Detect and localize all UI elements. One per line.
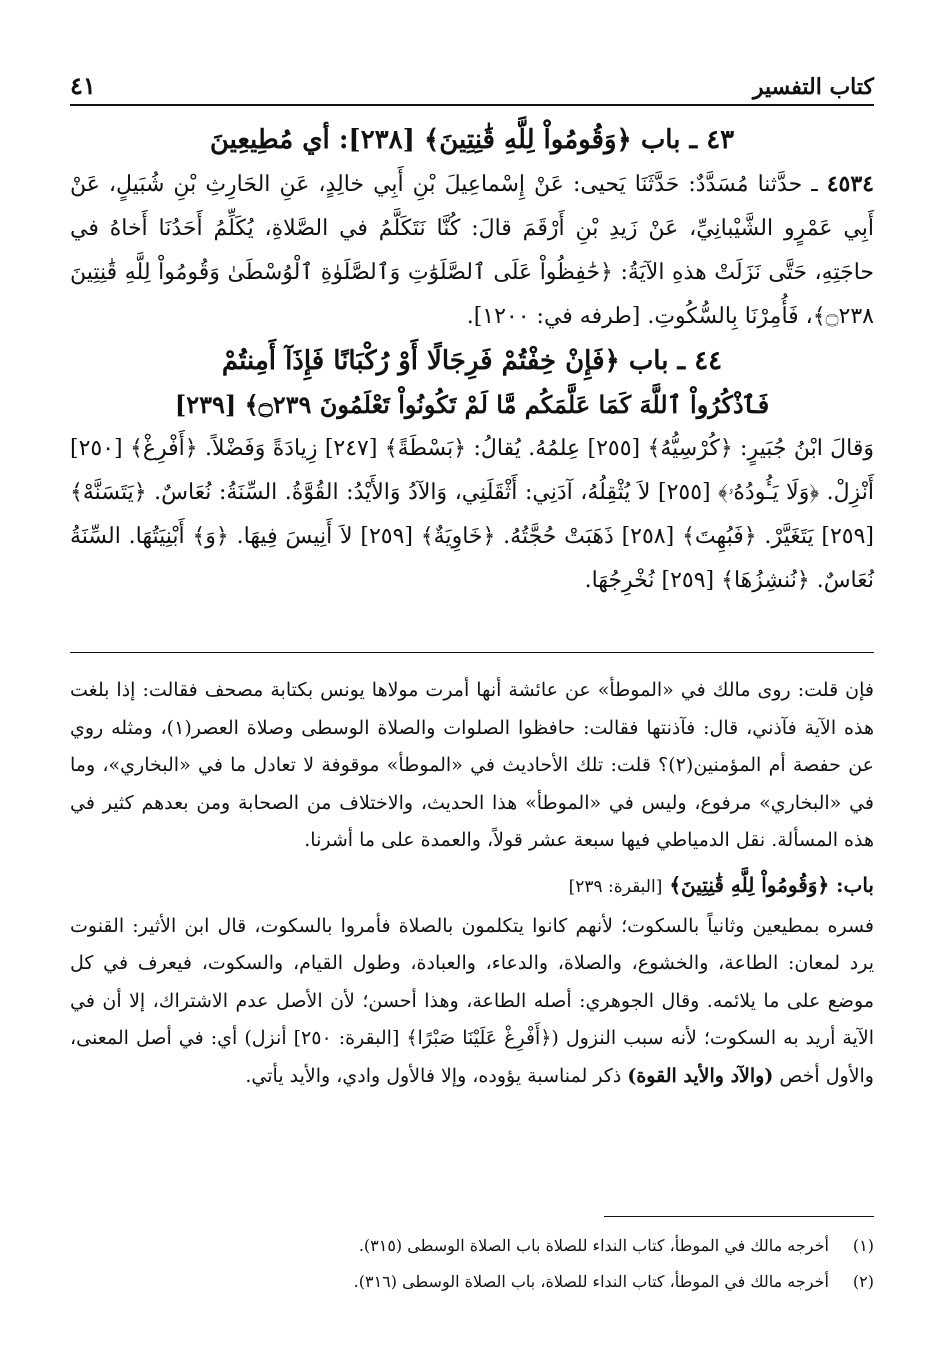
footnote-divider [604,1216,874,1217]
ibn-jubayr-glosses: وَقالَ ابْنُ جُبَيرٍ: ﴿كُرْسِيُّهُ﴾ [٢٥٥] عِلمُهُ. يُقالُ: ﴿بَسْطَةً﴾ [٢٤٧] زِيادَةً وَفَضْلاً. ﴿أَفْرِغْ﴾ [٢٥٠] أَنْزِلْ. ﴿وَلَا يَـُٔودُهُۥ﴾ [٢٥٥] لاَ يُثْقِلُهُ، آدَنِي: أَثْقَلَنِي، وَالآدُ وَالأَيْدُ: القُوَّةُ. السِّنَةُ: نُعَاسٌ. ﴿يَتَسَنَّهْ﴾ [٢٥٩] يَتَغَيَّرْ. ﴿فَبُهِتَ﴾ [٢٥٨] ذَهَبَتْ حُجَّتُهُ. ﴿خَاوِيَةٌ﴾ [٢٥٩] لاَ أَنِيسَ فِيهَا. ﴿وَ﴾ أَبْنِيَتُهَا. السِّنَةُ نُعَاسٌ. ﴿نُنشِزُهَا﴾ [٢٥٩] نُخْرِجُهَا. [70,436,874,593]
footnotes [70,1228,874,1300]
page-number: ٤١ [70,71,96,100]
footnote-text: أخرجه مالك في الموطأ، كتاب النداء للصلاة، باب الصلاة الوسطى (٣١٦). [353,1272,829,1291]
book-title: كتاب التفسير [752,74,874,100]
commentary [70,672,874,1095]
page-header [70,60,874,106]
commentary-para-2-bold: (والآد والأيد القوة) [627,1064,774,1087]
commentary-heading [70,864,874,908]
hadith-text: ـ حدَّثنا مُسَدَّدٌ: حَدَّثَنَا يَحيى: عَنْ إِسْماعِيلَ بْنِ أَبِي خالِدٍ، عَنِ الحَارِثِ بْنِ شُبَيلٍ، عَنْ أَبِي عَمْرٍو الشَّيْبانِيِّ، عَنْ زَيدِ بْنِ أَرْقَمَ قالَ: كُنَّا نَتَكَلَّمُ في الصَّلاةِ، يُكَلِّمُ أَحَدُنَا أَخاهُ في حاجَتِهِ، حَتَّى نَزَلَتْ هذهِ الآيَةُ: ﴿حَٰفِظُواْ عَلَى ٱلصَّلَوَٰتِ وَٱلصَّلَوٰةِ ٱلْوُسْطَىٰ وَقُومُواْ لِلَّهِ قَٰنِتِينَ ۝٢٣٨﴾، فَأُمِرْنَا بِالسُّكُوتِ. [طرفه في: ١٢٠٠]. [70,172,874,329]
commentary-heading-text: باب: ﴿وَقُومُواْ لِلَّهِ قَٰنِتِينَ﴾ [669,872,874,897]
chapter-44-title-line2: فَٱذْكُرُواْ ٱللَّهَ كَمَا عَلَّمَكُم مَّا لَمْ تَكُونُواْ تَعْلَمُونَ ۝٢٣٩﴾ [٢٣٩] [174,390,770,419]
section-divider [70,652,874,653]
footnote-mark: (٢) [852,1272,874,1291]
footnote-1 [70,1228,874,1264]
footnote-2 [70,1264,874,1300]
hadith-4534 [70,162,874,339]
commentary-para-2 [70,908,874,1096]
chapter-43-title: ٤٣ ـ باب ﴿وَقُومُواْ لِلَّهِ قَٰنِتِينَ﴾ [٢٣٨]: أي مُطِيعِينَ [209,125,735,155]
hadith-number: ٤٥٣٤ [826,171,874,197]
commentary-para-2-b: ذكر لمناسبة يؤوده، وإلا فالأول وادي، والأيد يأتي. [245,1064,622,1087]
commentary-heading-ref: [البقرة: ٢٣٩] [568,876,663,897]
commentary-para-2-a: فسره بمطيعين وثانياً بالسكوت؛ لأنهم كانوا يتكلمون بالصلاة فأمروا بالسكوت، قال ابن الأثير: القنوت يرد لمعان: الطاعة، والخشوع، والصلاة، والدعاء، والعبادة، وطول القيام، والسكوت، فيعرف في كل موضع على ما يلائمه. وقال الجوهري: أصله الطاعة، وهذا أحسن؛ لأن الأصل عدم الاشتراك، إلا أن في الآية أريد به السكوت؛ لأنه سبب النزول (﴿أَفْرِغْ عَلَيْنَا صَبْرًا﴾ [البقرة: ٢٥٠] أنزل) أي: في أصل المعنى، والأول أخص [70,914,874,1087]
commentary-para-1: فإن قلت: روى مالك في «الموطأ» عن عائشة أنها أمرت مولاها يونس بكتابة مصحف فقالت: إذا بلغت هذه الآية فآذني، قال: فآذنتها فقالت: حافظوا الصلوات والصلاة الوسطى وصلاة العصر(١)، ومثله روي عن حفصة أم المؤمنين(٢)؟ قلت: تلك الأحاديث في «الموطأ» موقوفة لا تعادل ما في «البخاري»، وما في «البخاري» مرفوع، وليس في «الموطأ» هذا الحديث، والاختلاف من الصحابة ومن بعدهم كثير في هذه المسألة. نقل الدمياطي فيها سبعة عشر قولاً، والعمدة على ما أشرنا. [70,679,874,851]
chapter-44-title-line1: ٤٤ ـ باب ﴿فَإِنْ خِفْتُمْ فَرِجَالًا أَوْ رُكْبَانًا فَإِذَآ أَمِنتُمْ [221,346,723,376]
footnote-mark: (١) [852,1236,874,1255]
main-text [70,118,874,603]
footnote-text: أخرجه مالك في الموطأ، كتاب النداء للصلاة باب الصلاة الوسطى (٣١٥). [358,1236,829,1255]
